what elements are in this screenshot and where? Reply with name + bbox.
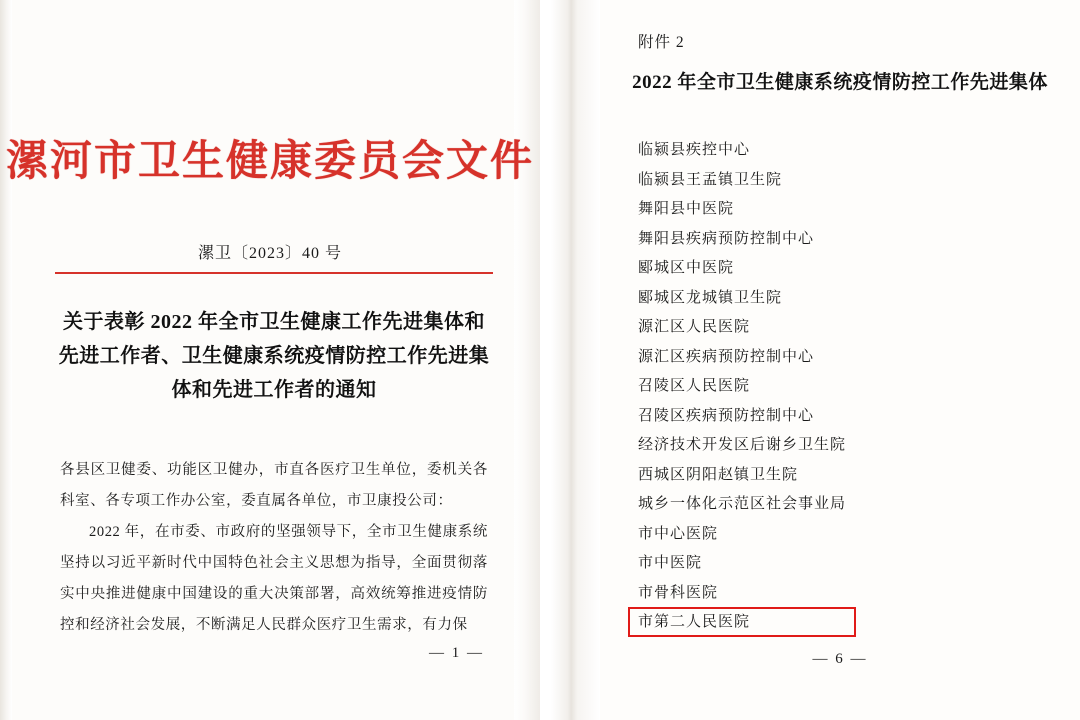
body-paragraph-addressees: 各县区卫健委、功能区卫健办，市直各医疗卫生单位，委机关各科室、各专项工作办公室，委直属各单位，市卫康投公司： [60, 462, 488, 509]
list-item: 市骨科医院 [638, 584, 719, 601]
document-number: 漯卫〔2023〕40 号 [197, 245, 342, 262]
appendix-label: 附件 2 [638, 34, 685, 51]
list-item: 源汇区疾病预防控制中心 [638, 348, 815, 365]
body-paragraph-intro: 2022 年，在市委、市政府的坚强领导下，全市卫生健康系统坚持以习近平新时代中国特色社会主义思想为指导，全面贯彻落实中央推进健康中国建设的重大决策部署，高效统筹推进疫情防控和经济社会发展，不断满足人民群众医疗卫生需求，有力保 [60, 524, 488, 633]
list-item: 市中心医院 [638, 525, 719, 542]
list-item: 西城区阴阳赵镇卫生院 [638, 466, 799, 483]
list-item: 舞阳县疾病预防控制中心 [638, 230, 815, 247]
left-page-number: — 1 — [429, 645, 484, 661]
document-title: 关于表彰 2022 年全市卫生健康工作先进集体和先进工作者、卫生健康系统疫情防控工作先进集体和先进工作者的通知 [58, 311, 490, 401]
list-item: 舞阳县中医院 [638, 201, 735, 217]
red-divider-rule [55, 272, 493, 274]
list-item: 城乡一体化示范区社会事业局 [638, 496, 847, 512]
list-item: 市中医院 [638, 555, 703, 571]
document-body [60, 455, 488, 641]
list-item: 郾城区龙城镇卫生院 [638, 289, 783, 306]
list-item: 经济技术开发区后谢乡卫生院 [638, 437, 847, 453]
right-page-number: — 6 — [812, 651, 868, 667]
list-item: 市第二人民医院 [638, 608, 1038, 638]
list-item: 召陵区疾病预防控制中心 [638, 407, 815, 424]
paper-edge-left [0, 0, 12, 720]
list-item: 郾城区中医院 [638, 260, 735, 276]
list-item: 源汇区人民医院 [638, 319, 751, 335]
paper-edge-right [514, 0, 540, 720]
right-document-page [600, 0, 1080, 720]
list-item: 召陵区人民医院 [638, 378, 751, 394]
book-gutter [540, 0, 600, 720]
highlight-annotation-box [628, 607, 856, 637]
appendix-title: 2022 年全市卫生健康系统疫情防控工作先进集体 [632, 72, 1048, 93]
list-item: 临颍县疾控中心 [638, 142, 751, 158]
list-item: 临颍县王孟镇卫生院 [638, 171, 783, 188]
document-masthead: 漯河市卫生健康委员会文件 [5, 139, 534, 185]
honored-unit-list [638, 136, 1038, 638]
